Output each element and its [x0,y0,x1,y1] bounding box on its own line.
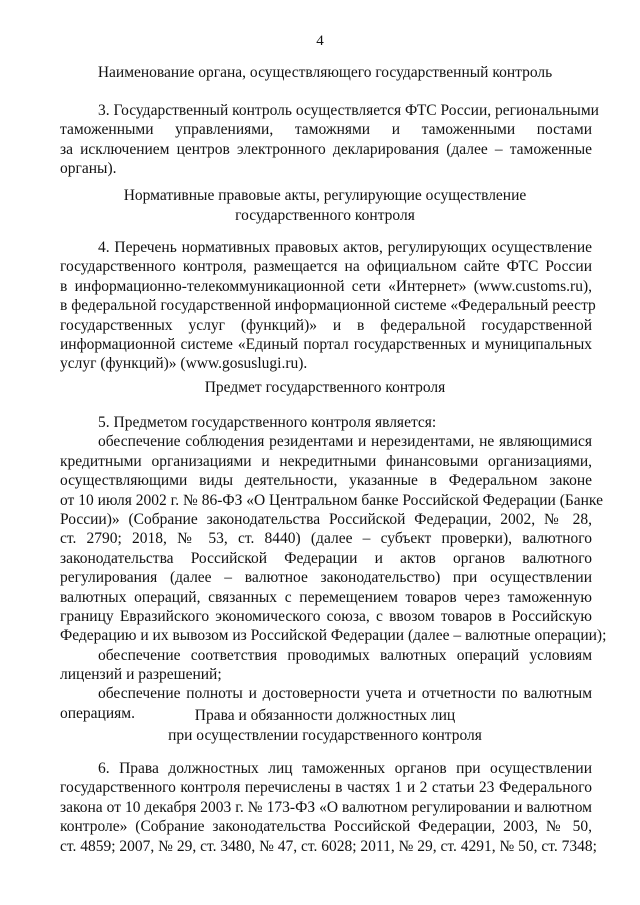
paragraph-3 [60,101,599,179]
page-number: 4 [316,33,324,49]
heading-line: при осуществлении государственного контроля [168,726,482,744]
text-line: 6. Права должностных лиц таможенных органов при осуществлении [98,760,592,777]
paragraph-5 [60,413,607,723]
text-line: государственного контроля, размещается на официальном сайте ФТС России [60,258,592,276]
text-line: в информационно-телекоммуникационной сети «Интернет» (www.customs.ru), [60,277,592,295]
section-heading-rights [60,706,590,745]
text-line: органы). [60,160,117,178]
paragraph-4 [60,238,596,374]
text-line: услуг (функций)» (www.gosuslugi.ru). [60,355,308,373]
text-line: кредитными организациями и некредитными финансовыми организациями, [60,452,592,470]
section-heading-organ [60,63,590,83]
text-line: в федеральной государственной информационной системе «Федеральный реестр [60,297,596,315]
text-line: 3. Государственный контроль осуществляется ФТС России, региональными [98,102,599,119]
text-line: регулирования (далее – валютное законодательство) при осуществлении [60,569,592,587]
text-line: обеспечение соблюдения резидентами и нерезидентами, не являющимися [98,433,592,451]
heading-line: государственного контроля [235,206,415,224]
text-line: закона от 10 декабря 2003 г. № 173-ФЗ «О валютном регулировании и валютном [60,798,592,816]
section-heading-acts [60,186,590,225]
text-line: операциям. [60,704,135,722]
text-line: 4. Перечень нормативных правовых актов, регулирующих осуществление [98,239,592,256]
heading-line: Права и обязанности должностных лиц [194,707,456,724]
heading-line: Нормативные правовые акты, регулирующие осуществление [123,187,527,204]
text-line: законодательства Российской Федерации и актов органов валютного [60,549,592,567]
heading-line: Наименование органа, осуществляющего государственный контроль [97,64,553,81]
section-heading-subject [60,378,590,398]
text-line: ст. 4859; 2007, № 29, ст. 3480, № 47, ст. 6028; 2011, № 29, ст. 4291, № 50, ст. 7348; [60,837,597,855]
text-line: 5. Предметом государственного контроля является: [98,414,437,431]
text-line: государственных услуг (функций)» и в федеральной государственной [60,316,592,334]
text-line: государственного контроля перечислены в частях 1 и 2 статьи 23 Федерального [60,779,592,797]
text-line: обеспечение соответствия проводимых валютных операций условиям [98,646,592,664]
text-line: осуществляющими виды деятельности, указанные в Федеральном законе [60,472,592,490]
text-line: обеспечение полноты и достоверности учета и отчетности по валютным [98,685,592,703]
text-line: ст. 2790; 2018, № 53, ст. 8440) (далее – субъект проверки), валютного [60,530,592,548]
heading-line: Предмет государственного контроля [204,379,446,396]
text-line: лицензий и разрешений; [60,666,222,684]
text-line: от 10 июля 2002 г. № 86-ФЗ «О Центральном банке Российской Федерации (Банке [60,491,603,509]
text-line: за исключением центров электронного декларирования (далее – таможенные [60,140,592,158]
text-line: границу Евразийского экономического союза, с ввозом товаров в Российскую [60,607,592,625]
paragraph-6 [60,759,597,856]
text-line: информационной системе «Единый портал государственных и муниципальных [60,335,592,353]
text-line: Федерацию и их вывозом из Российской Федерации (далее – валютные операции); [60,627,607,645]
text-line: контроле» (Собрание законодательства Российской Федерации, 2003, № 50, [60,818,592,836]
text-line: России)» (Собрание законодательства Российской Федерации, 2002, № 28, [60,510,592,528]
text-line: таможенными управлениями, таможнями и таможенными постами [60,121,592,139]
text-line: валютных операций, связанных с перемещением товаров через таможенную [60,588,592,606]
